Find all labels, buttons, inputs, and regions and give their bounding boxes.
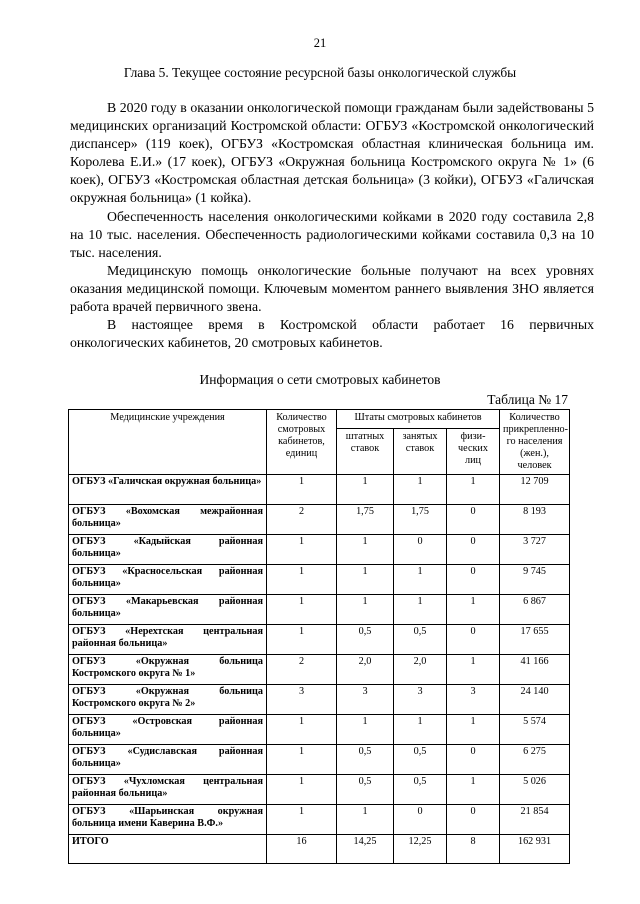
row-count: 1	[267, 805, 337, 835]
row-population: 5 026	[500, 775, 570, 805]
row-population: 12 709	[500, 475, 570, 505]
row-population: 21 854	[500, 805, 570, 835]
table-row	[69, 595, 570, 625]
row-occupied: 1	[394, 595, 447, 625]
row-persons: 0	[447, 805, 500, 835]
row-persons: 3	[447, 685, 500, 715]
row-name: ОГБУЗ «Вохомская межрайонная больница»	[69, 505, 267, 535]
row-name: ИТОГО	[69, 835, 267, 864]
row-population: 6 867	[500, 595, 570, 625]
paragraph: В 2020 году в оказании онкологической помощи гражданам были задействованы 5 медицинских организаций Костромской области: ОГБУЗ «Костромской онкологический диспансер» (119 коек), ОГБУЗ «Костромская областная клиническая больница им. Королева Е.И.» (17 коек), ОГБУЗ «Окружная больница Костромского округа № 1» (6 коек), ОГБУЗ «Костромская областная детская больница» (3 койки), ОГБУЗ «Галичская окружная больница» (1 койка).	[70, 100, 594, 206]
row-population: 9 745	[500, 565, 570, 595]
row-occupied: 12,25	[394, 835, 447, 864]
row-name: ОГБУЗ «Кадыйская районная больница»	[69, 535, 267, 565]
table-row	[69, 625, 570, 655]
header-staff-group: Штаты смотровых кабинетов	[337, 410, 500, 429]
row-persons: 0	[447, 745, 500, 775]
row-persons: 0	[447, 625, 500, 655]
row-count: 1	[267, 595, 337, 625]
body-text	[70, 99, 594, 352]
row-staff: 1	[337, 535, 394, 565]
table-row	[69, 535, 570, 565]
row-occupied: 3	[394, 685, 447, 715]
row-name: ОГБУЗ «Островская районная больница»	[69, 715, 267, 745]
table-row	[69, 775, 570, 805]
row-name: ОГБУЗ «Окружная больница Костромского округа № 1»	[69, 655, 267, 685]
header-count: Количество смотровых кабинетов, единиц	[267, 410, 337, 475]
screening-rooms-table	[68, 409, 570, 864]
table-body	[69, 475, 570, 864]
row-persons: 1	[447, 595, 500, 625]
row-name: ОГБУЗ «Макарьевская районная больница»	[69, 595, 267, 625]
paragraph: Медицинскую помощь онкологические больные получают на всех уровнях оказания медицинской помощи. Ключевым моментом раннего выявления ЗНО является работа врачей первичного звена.	[70, 262, 594, 315]
row-staff: 1,75	[337, 505, 394, 535]
header-institution: Медицинские учреждения	[69, 410, 267, 475]
row-population: 17 655	[500, 625, 570, 655]
header-staff-positions: штатных ставок	[337, 429, 394, 475]
row-persons: 0	[447, 565, 500, 595]
row-population: 162 931	[500, 835, 570, 864]
row-staff: 0,5	[337, 775, 394, 805]
row-occupied: 0	[394, 805, 447, 835]
row-name: ОГБУЗ «Шарьинская окружная больница имени Каверина В.Ф.»	[69, 805, 267, 835]
table-row	[69, 565, 570, 595]
table-row	[69, 505, 570, 535]
row-staff: 3	[337, 685, 394, 715]
row-staff: 1	[337, 805, 394, 835]
row-occupied: 0,5	[394, 625, 447, 655]
row-name: ОГБУЗ «Красносельская районная больница»	[69, 565, 267, 595]
table-row	[69, 685, 570, 715]
paragraph: Обеспеченность населения онкологическими койками в 2020 году составила 2,8 на 10 тыс. населения. Обеспеченность радиологическими койками составила 0,3 на 10 тыс. населения.	[70, 208, 594, 260]
row-occupied: 2,0	[394, 655, 447, 685]
row-count: 1	[267, 565, 337, 595]
table-row	[69, 655, 570, 685]
row-population: 5 574	[500, 715, 570, 745]
header-physical-persons: физи-ческих лиц	[447, 429, 500, 475]
row-count: 16	[267, 835, 337, 864]
table-total-row	[69, 835, 570, 864]
header-occupied-positions: занятых ставок	[394, 429, 447, 475]
row-name: ОГБУЗ «Чухломская центральная районная больница»	[69, 775, 267, 805]
table-number: Таблица № 17	[487, 392, 568, 407]
table-caption: Информация о сети смотровых кабинетов	[199, 372, 441, 387]
row-name: ОГБУЗ «Нерехтская центральная районная больница»	[69, 625, 267, 655]
table-row	[69, 475, 570, 505]
table-row	[69, 715, 570, 745]
row-staff: 1	[337, 595, 394, 625]
row-staff: 14,25	[337, 835, 394, 864]
row-population: 8 193	[500, 505, 570, 535]
row-population: 41 166	[500, 655, 570, 685]
row-occupied: 0,5	[394, 775, 447, 805]
row-count: 3	[267, 685, 337, 715]
row-occupied: 1	[394, 475, 447, 505]
row-count: 1	[267, 535, 337, 565]
row-staff: 1	[337, 715, 394, 745]
row-count: 1	[267, 715, 337, 745]
table-row	[69, 805, 570, 835]
chapter-title: Глава 5. Текущее состояние ресурсной базы онкологической службы	[123, 65, 517, 80]
row-staff: 0,5	[337, 745, 394, 775]
row-staff: 1	[337, 475, 394, 505]
row-occupied: 0,5	[394, 745, 447, 775]
row-occupied: 1	[394, 715, 447, 745]
row-occupied: 1	[394, 565, 447, 595]
row-name: ОГБУЗ «Окружная больница Костромского округа № 2»	[69, 685, 267, 715]
row-count: 2	[267, 505, 337, 535]
row-persons: 8	[447, 835, 500, 864]
row-count: 1	[267, 475, 337, 505]
header-population: Количество прикрепленно-го населения (жен.), человек	[500, 410, 570, 475]
row-staff: 0,5	[337, 625, 394, 655]
row-persons: 0	[447, 505, 500, 535]
table-row	[69, 745, 570, 775]
row-persons: 1	[447, 775, 500, 805]
row-staff: 1	[337, 565, 394, 595]
row-count: 1	[267, 625, 337, 655]
row-persons: 1	[447, 715, 500, 745]
row-persons: 0	[447, 535, 500, 565]
paragraph: В настоящее время в Костромской области работает 16 первичных онкологических кабинетов, 20 смотровых кабинетов.	[70, 317, 594, 351]
row-count: 1	[267, 745, 337, 775]
row-count: 1	[267, 775, 337, 805]
row-name: ОГБУЗ «Галичская окружная больница»	[69, 475, 267, 505]
row-occupied: 0	[394, 535, 447, 565]
row-population: 24 140	[500, 685, 570, 715]
row-population: 3 727	[500, 535, 570, 565]
row-population: 6 275	[500, 745, 570, 775]
row-persons: 1	[447, 475, 500, 505]
row-persons: 1	[447, 655, 500, 685]
row-count: 2	[267, 655, 337, 685]
page-number: 21	[313, 36, 327, 50]
row-occupied: 1,75	[394, 505, 447, 535]
row-staff: 2,0	[337, 655, 394, 685]
row-name: ОГБУЗ «Судиславская районная больница»	[69, 745, 267, 775]
